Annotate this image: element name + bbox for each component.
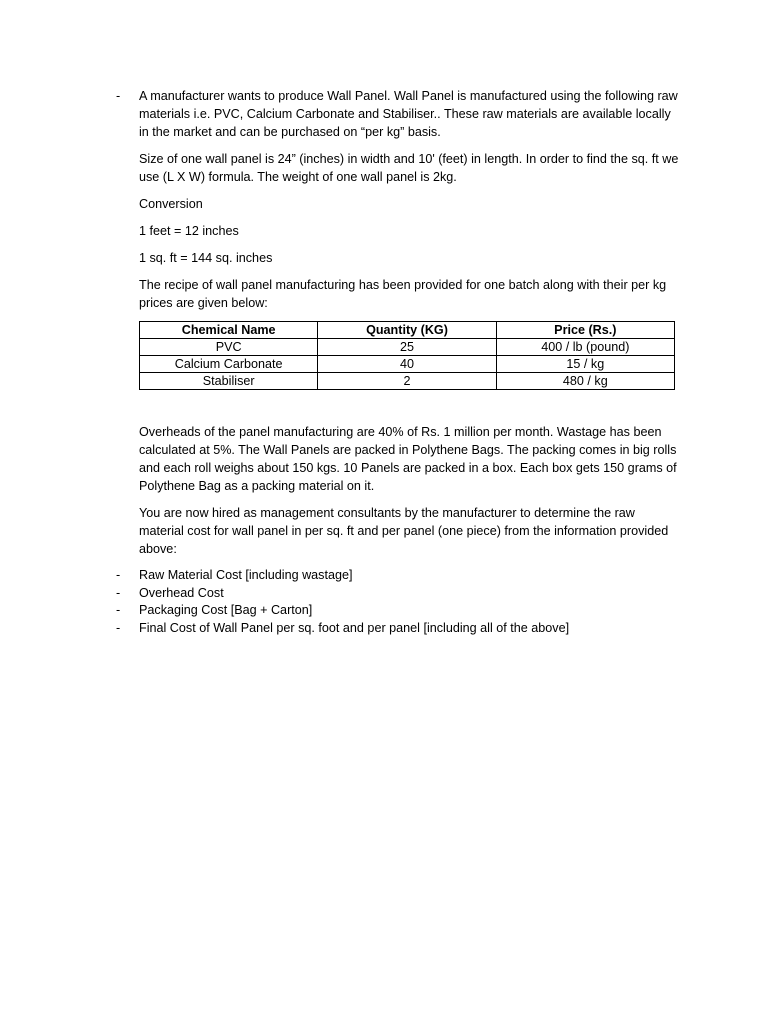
overheads-paragraph: Overheads of the panel manufacturing are 40% of Rs. 1 million per month. Wastage has been calculated at 5%. The Wall Panels are packed in Polythene Bags. The packing comes in big rolls and each roll weighs about 150 kgs. 10 Panels are packed in a box. Each box gets 150 grams of Polythene Bag as a packing material on it. xyxy=(139,425,677,493)
header-price: Price (Rs.) xyxy=(496,322,674,339)
task-overhead-cost: Overhead Cost xyxy=(139,585,224,600)
cell-chemical: Stabiliser xyxy=(140,373,318,390)
cell-chemical: PVC xyxy=(140,339,318,356)
consultant-paragraph: You are now hired as management consultants by the manufacturer to determine the raw material cost for wall panel in per sq. ft and per panel (one piece) from the information provided above: xyxy=(139,506,669,556)
header-quantity: Quantity (KG) xyxy=(318,322,496,339)
recipe-intro-paragraph: The recipe of wall panel manufacturing has been provided for one batch along with their per kg prices are given below: xyxy=(139,278,667,310)
bullet-dash: - xyxy=(116,89,121,103)
task-list xyxy=(116,567,679,637)
cell-quantity: 25 xyxy=(318,339,496,356)
task-raw-material-cost: Raw Material Cost [including wastage] xyxy=(139,568,353,582)
conversion-heading: Conversion xyxy=(139,197,203,211)
table-row xyxy=(140,356,675,373)
table-row xyxy=(140,339,675,356)
list-item xyxy=(116,567,679,585)
cell-quantity: 40 xyxy=(318,356,496,373)
bullet-dash: - xyxy=(116,568,121,582)
table-header-row xyxy=(140,322,675,339)
table-row xyxy=(140,373,675,390)
panel-size-paragraph: Size of one wall panel is 24” (inches) in width and 10' (feet) in length. In order to find the sq. ft we use (L X W) formula. The weight of one wall panel is 2kg. xyxy=(139,152,679,184)
cell-chemical: Calcium Carbonate xyxy=(140,356,318,373)
cell-quantity: 2 xyxy=(318,373,496,390)
cell-price: 15 / kg xyxy=(496,356,674,373)
list-item xyxy=(116,620,679,638)
list-item xyxy=(116,585,679,603)
list-item xyxy=(116,602,679,620)
recipe-table xyxy=(139,321,675,390)
bullet-dash: - xyxy=(116,585,121,600)
cell-price: 480 / kg xyxy=(496,373,674,390)
conversion-sqft-sqinches: 1 sq. ft = 144 sq. inches xyxy=(139,251,273,265)
conversion-feet-inches: 1 feet = 12 inches xyxy=(139,224,239,238)
intro-paragraph: A manufacturer wants to produce Wall Panel. Wall Panel is manufactured using the following raw materials i.e. PVC, Calcium Carbonate and Stabiliser.. These raw materials are available locally in the market and can be purchased on “per kg” basis. xyxy=(139,89,678,139)
task-packaging-cost: Packaging Cost [Bag + Carton] xyxy=(139,603,313,617)
header-chemical-name: Chemical Name xyxy=(140,322,318,339)
document-body xyxy=(116,87,679,637)
task-final-cost: Final Cost of Wall Panel per sq. foot and per panel [including all of the above] xyxy=(139,620,570,635)
bullet-dash: - xyxy=(116,603,121,617)
cell-price: 400 / lb (pound) xyxy=(496,339,674,356)
intro-bullet xyxy=(116,87,679,141)
bullet-dash: - xyxy=(116,620,121,635)
